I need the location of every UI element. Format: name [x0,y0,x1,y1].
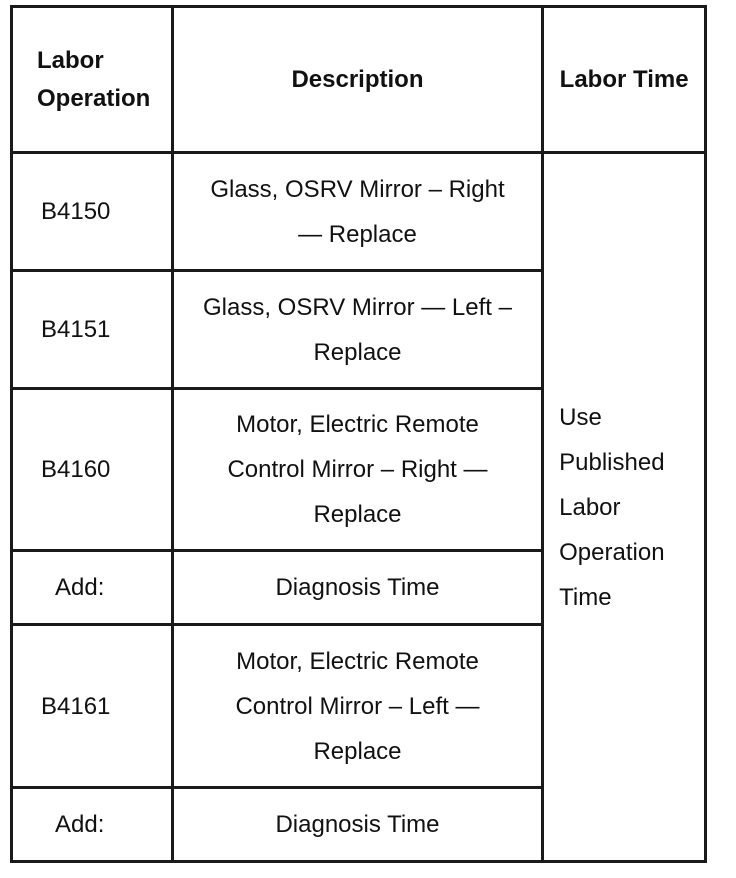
labor-operation-cell: B4151 [12,271,173,389]
description-text: Glass, OSRV Mirror – Right — Replace [210,175,505,248]
labor-operation-cell: Add: [12,788,173,862]
description-text: Diagnosis Time [275,811,440,838]
table-row [12,153,706,271]
labor-time-cell [543,153,706,862]
header-description: Description [172,7,543,153]
description-cell [172,389,543,551]
header-labor-operation: Labor Operation [12,7,173,153]
description-text: Motor, Electric Remote Control Mirror – Right — Replace [227,411,488,528]
labor-operation-cell: Add: [12,551,173,625]
description-cell [172,153,543,271]
labor-time-text: Use Published Labor Operation Time [559,403,665,611]
labor-operation-cell: B4161 [12,625,173,788]
description-text: Glass, OSRV Mirror — Left – Replace [203,293,512,366]
labor-operation-cell: B4160 [12,389,173,551]
description-cell [172,625,543,788]
header-labor-time: Labor Time [543,7,706,153]
description-cell [172,271,543,389]
table-header-row [12,7,706,153]
labor-operation-cell: B4150 [12,153,173,271]
description-text: Motor, Electric Remote Control Mirror – Left — Replace [235,647,480,765]
labor-time-table [10,5,707,863]
description-cell [172,551,543,625]
description-text: Diagnosis Time [275,574,440,601]
description-cell [172,788,543,862]
